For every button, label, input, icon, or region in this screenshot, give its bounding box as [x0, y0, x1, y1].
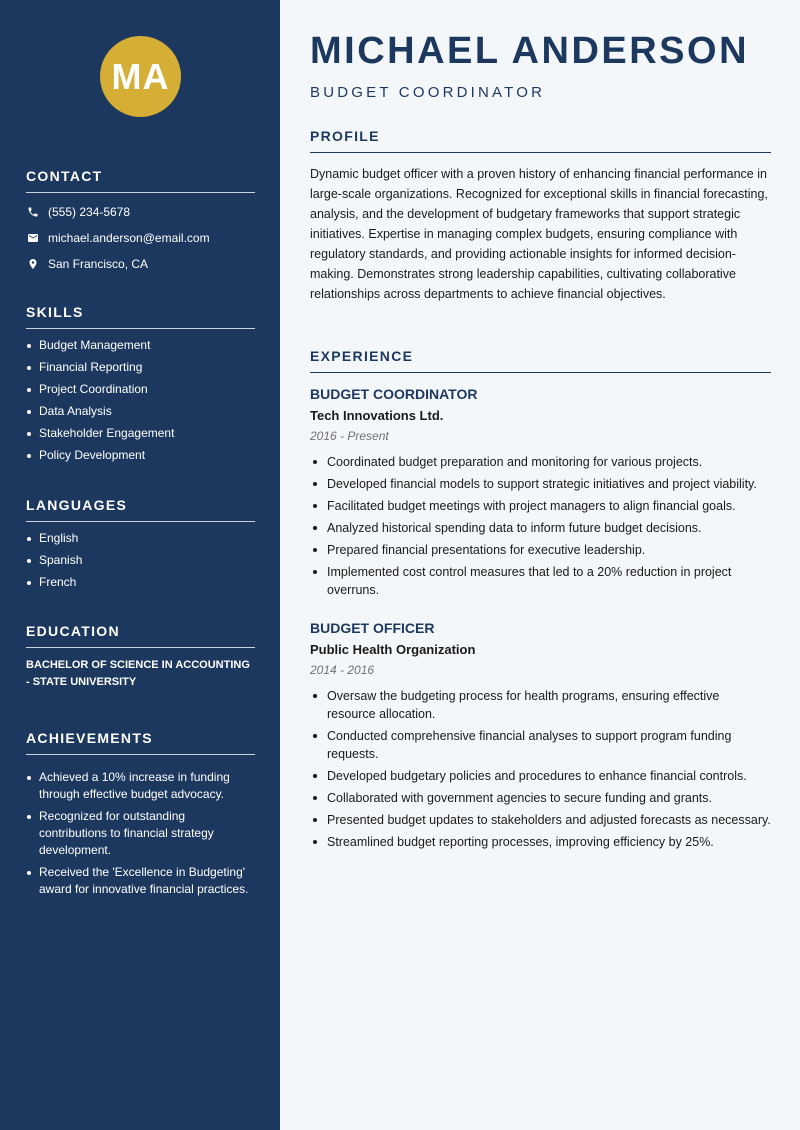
contact-section: [26, 168, 255, 277]
achievements-list: [26, 769, 255, 898]
job-bullets: [310, 453, 771, 599]
list-item: Policy Development: [26, 447, 255, 464]
achievements-section: [26, 730, 255, 903]
list-item: Spanish: [26, 552, 255, 569]
phone-text: (555) 234-5678: [48, 205, 131, 219]
languages-heading: LANGUAGES: [26, 497, 255, 522]
job-title: BUDGET OFFICER: [310, 620, 435, 636]
job-dates: 2014 - 2016: [310, 663, 375, 677]
list-item: Developed financial models to support strategic initiatives and project viability.: [310, 475, 771, 493]
list-item: Implemented cost control measures that led to a 20% reduction in project overruns.: [310, 563, 771, 599]
job-company: Tech Innovations Ltd.: [310, 408, 444, 423]
phone-icon: [26, 205, 40, 219]
education-section: [26, 623, 255, 691]
sidebar: [0, 0, 280, 1130]
email-text: michael.anderson@email.com: [48, 231, 210, 245]
list-item: Facilitated budget meetings with project managers to align financial goals.: [310, 497, 771, 515]
contact-heading: CONTACT: [26, 168, 255, 193]
education-heading: EDUCATION: [26, 623, 255, 648]
location-pin-icon: [26, 257, 40, 271]
list-item: Presented budget updates to stakeholders and adjusted forecasts as necessary.: [310, 811, 771, 829]
job-company: Public Health Organization: [310, 642, 476, 657]
list-item: French: [26, 574, 255, 591]
list-item: Financial Reporting: [26, 359, 255, 376]
list-item: Data Analysis: [26, 403, 255, 420]
languages-section: [26, 497, 255, 596]
profile-heading: PROFILE: [310, 128, 771, 153]
contact-email: [26, 225, 255, 251]
job-dates: 2016 - Present: [310, 429, 389, 443]
education-degree: BACHELOR OF SCIENCE IN ACCOUNTING - STATE UNIVERSITY: [26, 659, 250, 688]
job-entry: [310, 620, 771, 855]
experience-heading: EXPERIENCE: [310, 348, 771, 373]
candidate-name: MICHAEL ANDERSON: [310, 30, 750, 72]
job-bullets: [310, 687, 771, 851]
list-item: Streamlined budget reporting processes, improving efficiency by 25%.: [310, 833, 771, 851]
achievements-heading: ACHIEVEMENTS: [26, 730, 255, 755]
avatar: [100, 36, 181, 117]
contact-phone: [26, 199, 255, 225]
list-item: Achieved a 10% increase in funding through effective budget advocacy.: [26, 769, 255, 803]
languages-list: [26, 530, 255, 591]
job-entry: [310, 386, 771, 603]
list-item: Stakeholder Engagement: [26, 425, 255, 442]
email-icon: [26, 231, 40, 245]
skills-heading: SKILLS: [26, 304, 255, 329]
location-text: San Francisco, CA: [48, 257, 149, 271]
list-item: Received the 'Excellence in Budgeting' award for innovative financial practices.: [26, 864, 255, 898]
list-item: Conducted comprehensive financial analyses to support program funding requests.: [310, 727, 771, 763]
candidate-title: BUDGET COORDINATOR: [310, 84, 546, 101]
list-item: Oversaw the budgeting process for health programs, ensuring effective resource allocation.: [310, 687, 771, 723]
list-item: English: [26, 530, 255, 547]
list-item: Prepared financial presentations for executive leadership.: [310, 541, 771, 559]
list-item: Analyzed historical spending data to inform future budget decisions.: [310, 519, 771, 537]
list-item: Coordinated budget preparation and monitoring for various projects.: [310, 453, 771, 471]
skills-list: [26, 337, 255, 464]
list-item: Budget Management: [26, 337, 255, 354]
profile-text: Dynamic budget officer with a proven history of enhancing financial performance in large-scale organizations. Recognized for exceptional skills in financial forecasting, analysis, and the development of budgetary frameworks that support strategic initiatives. Expertise in managing complex budgets, ensuring compliance with regulatory standards, and providing actionable insights for informed decision-making. Demonstrates strong leadership capabilities, cultivating collaborative relationships across departments to achieve financial objectives.: [310, 167, 768, 301]
list-item: Recognized for outstanding contributions to financial strategy development.: [26, 808, 255, 859]
skills-section: [26, 304, 255, 469]
avatar-initials: MA: [111, 55, 170, 97]
contact-location: [26, 251, 255, 277]
list-item: Project Coordination: [26, 381, 255, 398]
list-item: Collaborated with government agencies to secure funding and grants.: [310, 789, 771, 807]
list-item: Developed budgetary policies and procedures to enhance financial controls.: [310, 767, 771, 785]
job-title: BUDGET COORDINATOR: [310, 386, 478, 402]
